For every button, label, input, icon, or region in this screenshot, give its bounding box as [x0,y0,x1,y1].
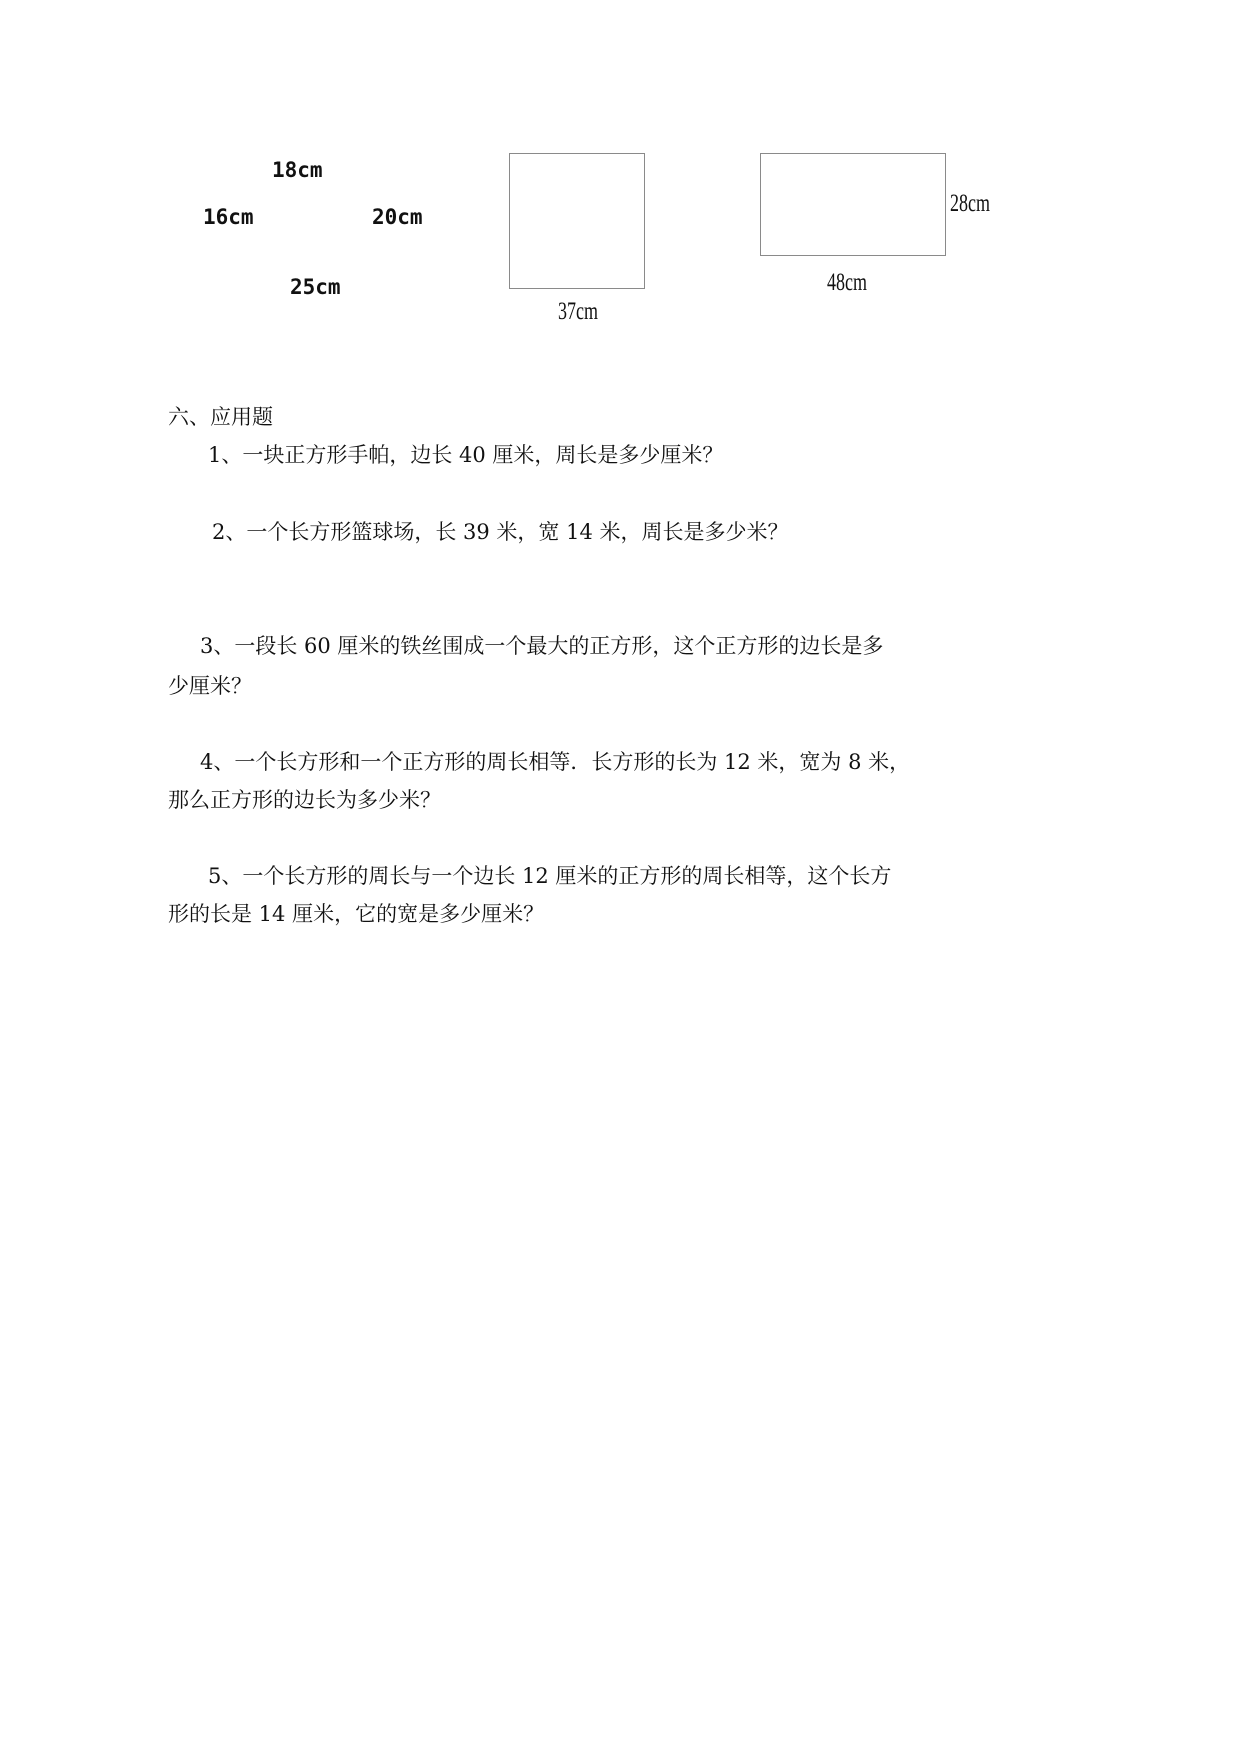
square-side-label: 37cm [558,298,598,325]
section-title: 六、应用题 [168,405,273,429]
square-shape [509,153,645,289]
question-4-line-2: 那么正方形的边长为多少米？ [168,788,441,812]
rectangle-shape [760,153,946,256]
question-3-line-2: 少厘米？ [168,674,252,698]
question-2: 2、一个长方形篮球场，长 39 米，宽 14 米，周长是多少米？ [212,520,789,544]
question-4-line-1: 4、一个长方形和一个正方形的周长相等．长方形的长为 12 米，宽为 8 米， [200,750,911,774]
rectangle-width-label: 28cm [950,190,990,217]
question-3-line-1: 3、一段长 60 厘米的铁丝围成一个最大的正方形，这个正方形的边长是多 [200,634,884,658]
rectangle-length-label: 48cm [827,269,867,296]
trapezoid-top-label: 18cm [272,158,323,182]
trapezoid-left-label: 16cm [203,205,254,229]
trapezoid-right-label: 20cm [372,205,423,229]
question-1: 1、一块正方形手帕，边长 40 厘米，周长是多少厘米？ [208,443,724,467]
question-5-line-2: 形的长是 14 厘米，它的宽是多少厘米？ [168,902,545,926]
question-5-line-1: 5、一个长方形的周长与一个边长 12 厘米的正方形的周长相等，这个长方 [208,864,892,888]
trapezoid-bottom-label: 25cm [290,275,341,299]
